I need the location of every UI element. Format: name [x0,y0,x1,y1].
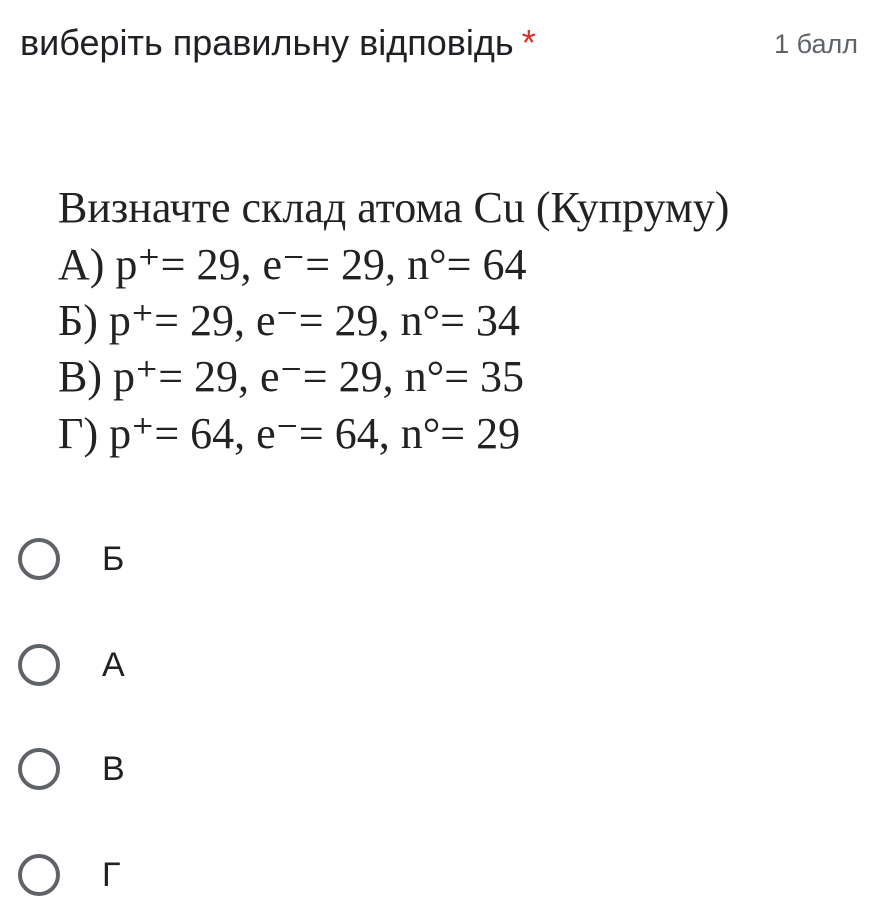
question-image-line: А) p⁺= 29, e⁻= 29, n°= 64 [58,240,527,289]
radio-button[interactable] [18,748,60,790]
question-header [20,18,858,68]
points-label: 1 балл [774,29,858,59]
radio-button[interactable] [18,854,60,896]
question-image-line: Г) p⁺= 64, e⁻= 64, n°= 29 [58,409,521,458]
answer-option[interactable] [18,850,618,910]
question-title [20,18,536,68]
question-image-line: В) p⁺= 29, e⁻= 29, n°= 35 [58,352,525,401]
radio-button[interactable] [18,538,60,580]
answer-option[interactable] [18,534,618,594]
answer-option-label: Г [102,856,121,894]
answer-option-label: В [102,750,125,788]
question-image-line: Визначте склад атома Cu (Купруму) [58,183,730,232]
radio-button[interactable] [18,644,60,686]
answer-option-label: А [102,646,125,684]
question-image-line: Б) p⁺= 29, e⁻= 29, n°= 34 [58,296,520,345]
answer-option[interactable] [18,640,618,700]
question-title-text: виберіть правильну відповідь [20,22,514,63]
required-asterisk: * [521,22,536,63]
answer-option[interactable] [18,744,618,804]
question-image [58,180,858,470]
answer-option-label: Б [102,540,125,578]
